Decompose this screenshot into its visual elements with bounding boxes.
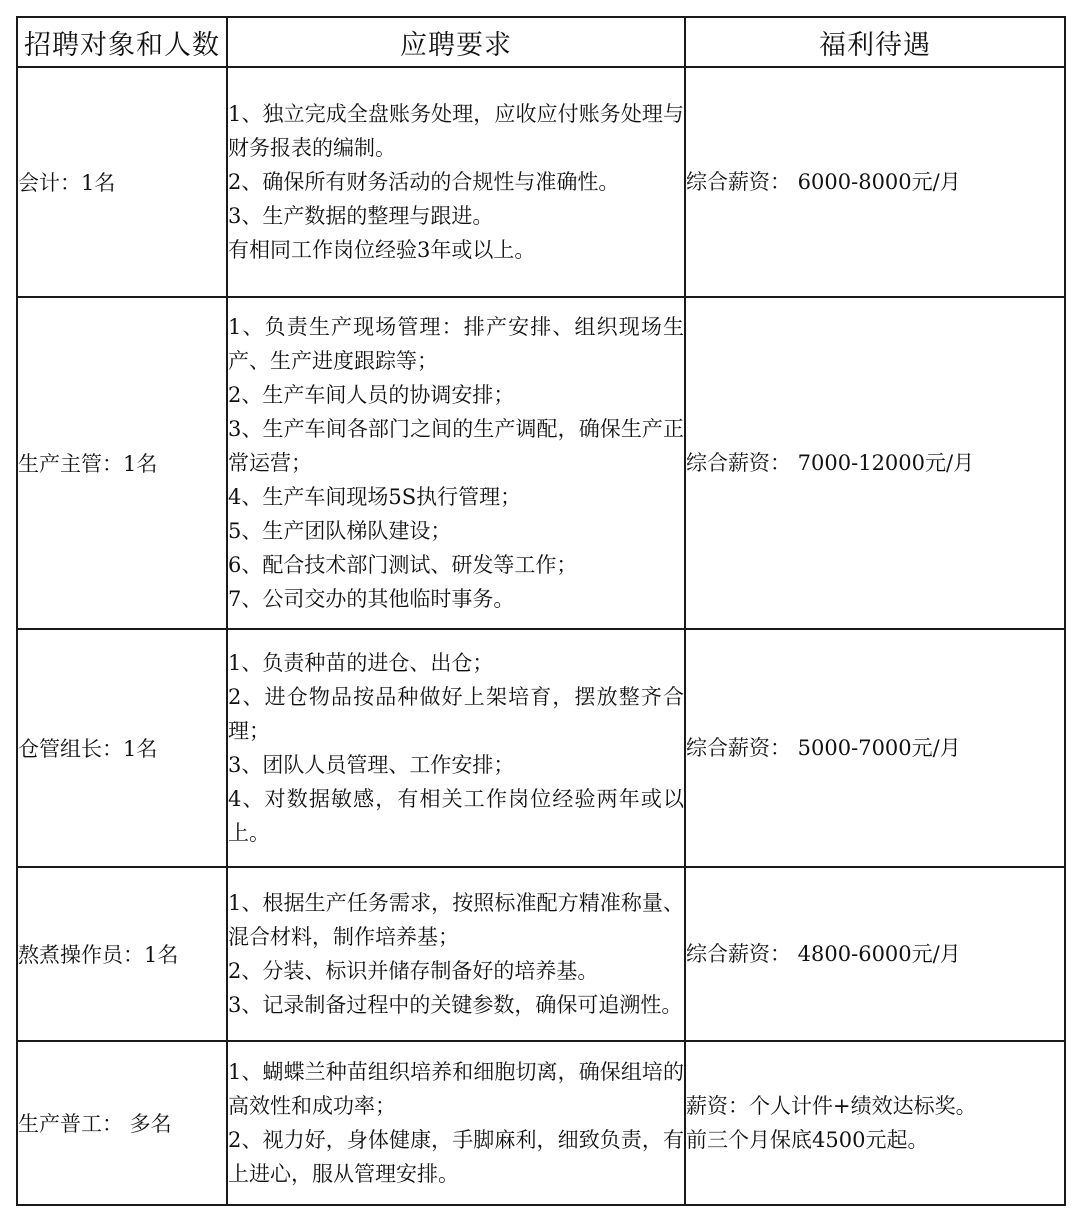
benefit-line: 综合薪资： 7000-12000元/月: [686, 451, 975, 475]
position-cell: 仓管组长：1名: [17, 629, 227, 867]
table-row: [17, 867, 1065, 1041]
header-position: 招聘对象和人数: [17, 17, 227, 67]
requirement-line: 3、团队人员管理、工作安排；: [228, 753, 515, 777]
recruitment-table: [16, 16, 1066, 1206]
requirements-cell: [227, 867, 685, 1041]
benefit-line: 薪资：个人计件+绩效达标奖。: [686, 1094, 977, 1118]
requirements-cell: [227, 629, 685, 867]
requirements-cell: [227, 297, 685, 629]
requirement-line: 3、生产数据的整理与跟进。: [228, 204, 494, 228]
position-cell: 生产普工： 多名: [17, 1041, 227, 1205]
requirement-line: 1、独立完成全盘账务处理，应收应付账务处理与财务报表的编制。: [228, 102, 684, 160]
table-row: [17, 1041, 1065, 1205]
requirement-line: 4、生产车间现场5S执行管理；: [228, 485, 522, 509]
requirement-line: 3、生产车间各部门之间的生产调配，确保生产正常运营；: [228, 417, 684, 475]
benefits-cell: [685, 297, 1065, 629]
requirement-line: 7、公司交办的其他临时事务。: [228, 587, 515, 611]
requirement-line: 2、确保所有财务活动的合规性与准确性。: [228, 170, 620, 194]
header-requirements: 应聘要求: [227, 17, 685, 67]
benefits-cell: [685, 867, 1065, 1041]
position-cell: 生产主管：1名: [17, 297, 227, 629]
requirement-line: 5、生产团队梯队建设；: [228, 519, 452, 543]
table-row: [17, 629, 1065, 867]
requirement-line: 6、配合技术部门测试、研发等工作；: [228, 553, 578, 577]
benefit-line: 综合薪资： 4800-6000元/月: [686, 942, 961, 966]
table-header-row: [17, 17, 1065, 67]
position-cell: 熬煮操作员：1名: [17, 867, 227, 1041]
requirement-line: 2、进仓物品按品种做好上架培育，摆放整齐合理；: [228, 685, 684, 743]
requirement-line: 有相同工作岗位经验3年或以上。: [228, 238, 536, 262]
requirement-line: 2、生产车间人员的协调安排；: [228, 383, 515, 407]
requirement-line: 4、对数据敏感，有相关工作岗位经验两年或以上。: [228, 787, 684, 845]
requirement-line: 2、分装、标识并储存制备好的培养基。: [228, 959, 599, 983]
benefit-line: 综合薪资： 5000-7000元/月: [686, 736, 961, 760]
table-row: [17, 67, 1065, 297]
header-benefits: 福利待遇: [685, 17, 1065, 67]
requirement-line: 3、记录制备过程中的关键参数，确保可追溯性。: [228, 993, 683, 1017]
requirement-line: 1、负责生产现场管理：排产安排、组织现场生产、生产进度跟踪等；: [228, 315, 684, 373]
benefits-cell: [685, 1041, 1065, 1205]
position-cell: 会计：1名: [17, 67, 227, 297]
requirement-line: 2、视力好，身体健康，手脚麻利，细致负责，有上进心，服从管理安排。: [228, 1128, 684, 1186]
requirements-cell: [227, 67, 685, 297]
benefits-cell: [685, 629, 1065, 867]
benefit-line: 综合薪资： 6000-8000元/月: [686, 170, 961, 194]
requirements-cell: [227, 1041, 685, 1205]
table-row: [17, 297, 1065, 629]
requirement-line: 1、负责种苗的进仓、出仓；: [228, 651, 494, 675]
requirement-line: 1、根据生产任务需求，按照标准配方精准称量、混合材料，制作培养基；: [228, 891, 684, 949]
benefit-line: 前三个月保底4500元起。: [686, 1128, 929, 1152]
benefits-cell: [685, 67, 1065, 297]
requirement-line: 1、蝴蝶兰种苗组织培养和细胞切离，确保组培的高效性和成功率；: [228, 1060, 684, 1118]
